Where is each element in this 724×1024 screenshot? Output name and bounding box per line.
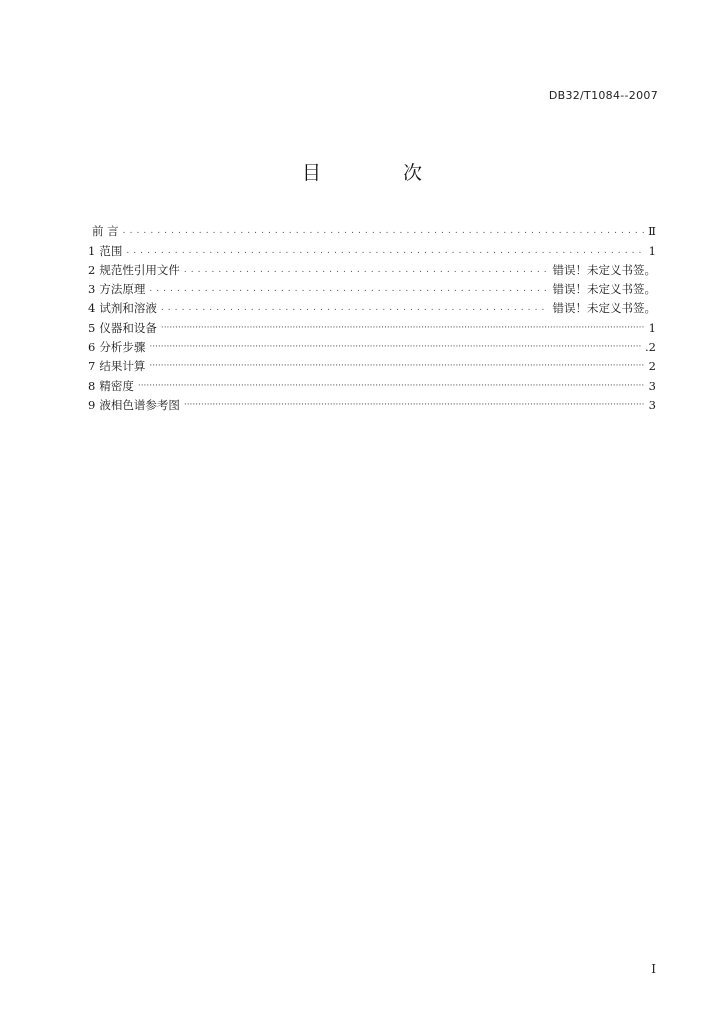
toc-entry-page: 2 [648, 359, 656, 374]
toc-dot-leader [161, 299, 549, 318]
page-number: I [651, 962, 656, 976]
toc-entry-label: 规范性引用文件 [99, 262, 180, 277]
toc-dot-leader [126, 242, 644, 261]
toc-entry-number: 9 [88, 397, 96, 412]
toc-entry-number: 1 [88, 243, 96, 258]
toc-entry-page: 3 [648, 397, 656, 412]
toc-entry-precision[interactable] [88, 376, 656, 395]
toc-dot-leader [149, 357, 644, 376]
toc-entry-label: 精密度 [99, 378, 134, 393]
toc-entry-page: Ⅱ [648, 224, 656, 239]
toc-entry-page: 错误！未定义书签。 [552, 282, 656, 297]
toc-entry-number: 5 [88, 320, 96, 335]
toc-entry-number: 4 [88, 301, 96, 316]
toc-entry-instruments[interactable] [88, 318, 656, 337]
toc-dot-leader [149, 280, 548, 299]
toc-entry-analysis-steps[interactable] [88, 338, 656, 357]
toc-entry-page: 1 [648, 243, 656, 258]
toc-entry-scope[interactable] [88, 241, 656, 260]
toc-entry-page: 1 [648, 320, 656, 335]
toc-entry-label: 结果计算 [99, 359, 146, 374]
toc-entry-normative-references[interactable] [88, 261, 656, 280]
toc-entry-method-principle[interactable] [88, 280, 656, 299]
toc-entry-hplc-chromatogram[interactable] [88, 396, 656, 415]
toc-dot-leader [149, 338, 641, 357]
toc-entry-label: 试剂和溶液 [99, 301, 157, 316]
toc-entry-number: 2 [88, 262, 96, 277]
toc-entry-label: 范围 [99, 243, 123, 258]
toc-entry-reagents[interactable] [88, 299, 656, 318]
toc-entry-number: 8 [88, 378, 96, 393]
toc-dot-leader [123, 222, 645, 241]
toc-title: 目 次 [301, 162, 461, 184]
toc-dot-leader [184, 396, 645, 415]
toc-entry-number: 6 [88, 340, 96, 355]
toc-dot-leader [138, 377, 645, 396]
toc-entry-foreword[interactable] [88, 222, 656, 241]
toc-entry-number: 7 [88, 359, 96, 374]
toc-entry-page: 错误！未定义书签。 [552, 262, 656, 277]
toc-entry-label: 方法原理 [99, 282, 146, 297]
toc-dot-leader [184, 261, 549, 280]
toc-entry-label: 仪器和设备 [99, 320, 157, 335]
toc-entry-page: 3 [648, 378, 656, 393]
toc-entry-label: 液相色谱参考图 [99, 397, 180, 412]
toc-dot-leader [161, 319, 645, 338]
toc-entry-result-calculation[interactable] [88, 357, 656, 376]
toc-entry-label: 前 言 [92, 224, 119, 239]
toc-entry-label: 分析步骤 [99, 340, 146, 355]
toc-entry-page: 错误！未定义书签。 [552, 301, 656, 316]
toc-entry-page: .2 [645, 340, 656, 355]
table-of-contents [88, 222, 656, 415]
document-code: DB32/T1084--2007 [548, 89, 658, 102]
toc-entry-number: 3 [88, 282, 96, 297]
